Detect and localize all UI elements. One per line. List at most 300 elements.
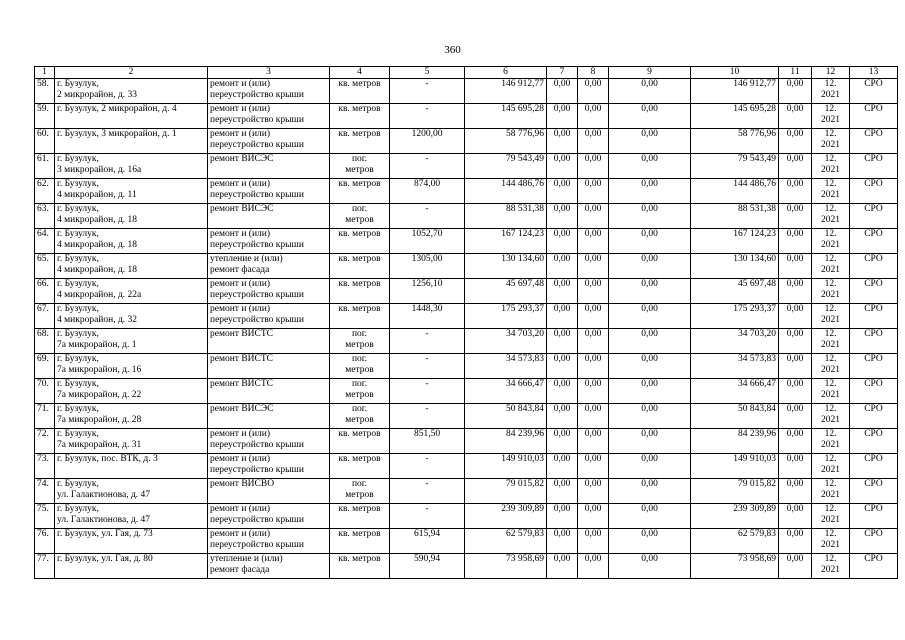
address-cell bbox=[55, 504, 208, 529]
unit-cell-line: кв. метров bbox=[338, 254, 381, 264]
address-cell-line: 2 микрорайон, д. 33 bbox=[57, 90, 138, 100]
unit-cell-line: кв. метров bbox=[338, 429, 381, 439]
completion-date-cell bbox=[812, 129, 850, 154]
completion-month: 12. bbox=[824, 479, 837, 489]
total-cost-cell: 45 697,48 bbox=[691, 279, 779, 304]
unit-cell-line: метров bbox=[345, 415, 374, 425]
completion-date-cell bbox=[812, 454, 850, 479]
value-cell-7: 0,00 bbox=[547, 104, 578, 129]
area-cell: - bbox=[390, 329, 465, 354]
work-type-cell-line: ремонт ВИСТС bbox=[210, 354, 274, 364]
value-cell-7: 0,00 bbox=[547, 354, 578, 379]
row-number: 74. bbox=[35, 479, 55, 504]
table-row bbox=[35, 329, 898, 354]
row-number: 58. bbox=[35, 79, 55, 104]
value-cell-7: 0,00 bbox=[547, 79, 578, 104]
unit-cell bbox=[330, 329, 390, 354]
value-cell-8: 0,00 bbox=[578, 204, 609, 229]
completion-date-cell bbox=[812, 254, 850, 279]
work-type-cell bbox=[208, 179, 330, 204]
work-type-cell bbox=[208, 154, 330, 179]
completion-year: 2021 bbox=[821, 515, 840, 525]
completion-date-cell bbox=[812, 529, 850, 554]
work-type-cell-line: ремонт и (или) bbox=[210, 129, 271, 139]
completion-date-cell bbox=[812, 79, 850, 104]
row-number: 75. bbox=[35, 504, 55, 529]
unit-cell-line: кв. метров bbox=[338, 129, 381, 139]
method-cell: СРО bbox=[850, 304, 898, 329]
completion-year: 2021 bbox=[821, 465, 840, 475]
work-type-cell bbox=[208, 454, 330, 479]
table-row bbox=[35, 104, 898, 129]
work-type-cell-line: ремонт и (или) bbox=[210, 279, 271, 289]
address-cell bbox=[55, 104, 208, 129]
value-cell-9: 0,00 bbox=[609, 429, 691, 454]
work-type-cell-line: ремонт фасада bbox=[210, 265, 270, 275]
value-cell-11: 0,00 bbox=[779, 179, 812, 204]
total-cost-cell: 84 239,96 bbox=[691, 429, 779, 454]
value-cell-7: 0,00 bbox=[547, 429, 578, 454]
work-type-cell-line: переустройство крыши bbox=[210, 140, 304, 150]
value-cell-7: 0,00 bbox=[547, 404, 578, 429]
completion-date-cell bbox=[812, 479, 850, 504]
area-cell: - bbox=[390, 104, 465, 129]
unit-cell bbox=[330, 504, 390, 529]
value-cell-9: 0,00 bbox=[609, 479, 691, 504]
area-cell: 851,50 bbox=[390, 429, 465, 454]
address-cell bbox=[55, 454, 208, 479]
work-type-cell bbox=[208, 104, 330, 129]
completion-year: 2021 bbox=[821, 390, 840, 400]
method-cell: СРО bbox=[850, 429, 898, 454]
method-cell: СРО bbox=[850, 229, 898, 254]
table-row bbox=[35, 279, 898, 304]
row-number: 70. bbox=[35, 379, 55, 404]
completion-year: 2021 bbox=[821, 140, 840, 150]
repair-schedule-table bbox=[34, 66, 898, 579]
table-row bbox=[35, 179, 898, 204]
value-cell-9: 0,00 bbox=[609, 129, 691, 154]
address-cell bbox=[55, 529, 208, 554]
cost-cell: 34 703,20 bbox=[465, 329, 547, 354]
work-type-cell-line: переустройство крыши bbox=[210, 190, 304, 200]
address-cell-line: ул. Галактионова, д. 47 bbox=[57, 490, 151, 500]
column-header: 5 bbox=[390, 67, 465, 79]
work-type-cell bbox=[208, 404, 330, 429]
value-cell-9: 0,00 bbox=[609, 254, 691, 279]
completion-month: 12. bbox=[824, 329, 837, 339]
row-number: 66. bbox=[35, 279, 55, 304]
value-cell-9: 0,00 bbox=[609, 404, 691, 429]
completion-year: 2021 bbox=[821, 190, 840, 200]
completion-month: 12. bbox=[824, 554, 837, 564]
address-cell-line: г. Бузулук, bbox=[57, 179, 99, 189]
cost-cell: 45 697,48 bbox=[465, 279, 547, 304]
table-row bbox=[35, 129, 898, 154]
value-cell-11: 0,00 bbox=[779, 554, 812, 579]
value-cell-8: 0,00 bbox=[578, 454, 609, 479]
work-type-cell-line: ремонт ВИСТС bbox=[210, 329, 274, 339]
work-type-cell-line: переустройство крыши bbox=[210, 240, 304, 250]
table-row bbox=[35, 504, 898, 529]
table-row bbox=[35, 429, 898, 454]
address-cell-line: г. Бузулук, bbox=[57, 379, 99, 389]
work-type-cell bbox=[208, 429, 330, 454]
value-cell-11: 0,00 bbox=[779, 104, 812, 129]
address-cell-line: ул. Галактионова, д. 47 bbox=[57, 515, 151, 525]
address-cell-line: 3 микрорайон, д. 16а bbox=[57, 165, 142, 175]
unit-cell bbox=[330, 104, 390, 129]
work-type-cell bbox=[208, 529, 330, 554]
column-header: 8 bbox=[578, 67, 609, 79]
row-number: 72. bbox=[35, 429, 55, 454]
area-cell: 1305,00 bbox=[390, 254, 465, 279]
work-type-cell-line: ремонт и (или) bbox=[210, 229, 271, 239]
unit-cell-line: кв. метров bbox=[338, 279, 381, 289]
value-cell-7: 0,00 bbox=[547, 204, 578, 229]
work-type-cell bbox=[208, 79, 330, 104]
value-cell-7: 0,00 bbox=[547, 179, 578, 204]
value-cell-8: 0,00 bbox=[578, 529, 609, 554]
area-cell: - bbox=[390, 504, 465, 529]
unit-cell-line: пог. bbox=[351, 479, 368, 489]
address-cell-line: г. Бузулук, bbox=[57, 279, 99, 289]
work-type-cell-line: переустройство крыши bbox=[210, 540, 304, 550]
unit-cell-line: пог. bbox=[351, 354, 368, 364]
completion-year: 2021 bbox=[821, 365, 840, 375]
address-cell-line: 7а микрорайон, д. 31 bbox=[57, 440, 142, 450]
work-type-cell-line: утепление и (или) bbox=[210, 554, 283, 564]
value-cell-8: 0,00 bbox=[578, 304, 609, 329]
row-number: 62. bbox=[35, 179, 55, 204]
address-cell-line: г. Бузулук, bbox=[57, 329, 99, 339]
work-type-cell-line: переустройство крыши bbox=[210, 115, 304, 125]
work-type-cell bbox=[208, 204, 330, 229]
column-header: 11 bbox=[779, 67, 812, 79]
address-cell bbox=[55, 279, 208, 304]
value-cell-7: 0,00 bbox=[547, 529, 578, 554]
cost-cell: 239 309,89 bbox=[465, 504, 547, 529]
value-cell-8: 0,00 bbox=[578, 554, 609, 579]
value-cell-7: 0,00 bbox=[547, 504, 578, 529]
column-number-header-row bbox=[35, 67, 898, 79]
value-cell-8: 0,00 bbox=[578, 429, 609, 454]
row-number: 71. bbox=[35, 404, 55, 429]
unit-cell-line: метров bbox=[345, 340, 374, 350]
cost-cell: 146 912,77 bbox=[465, 79, 547, 104]
unit-cell bbox=[330, 429, 390, 454]
address-cell-line: г. Бузулук, bbox=[57, 254, 99, 264]
completion-month: 12. bbox=[824, 254, 837, 264]
value-cell-8: 0,00 bbox=[578, 479, 609, 504]
completion-year: 2021 bbox=[821, 90, 840, 100]
completion-year: 2021 bbox=[821, 340, 840, 350]
method-cell: СРО bbox=[850, 529, 898, 554]
completion-month: 12. bbox=[824, 354, 837, 364]
cost-cell: 79 543,49 bbox=[465, 154, 547, 179]
unit-cell-line: метров bbox=[345, 390, 374, 400]
work-type-cell bbox=[208, 479, 330, 504]
work-type-cell bbox=[208, 254, 330, 279]
column-header: 4 bbox=[330, 67, 390, 79]
value-cell-9: 0,00 bbox=[609, 79, 691, 104]
address-cell-line: г. Бузулук, bbox=[57, 154, 99, 164]
value-cell-9: 0,00 bbox=[609, 554, 691, 579]
unit-cell bbox=[330, 354, 390, 379]
completion-year: 2021 bbox=[821, 240, 840, 250]
row-number: 76. bbox=[35, 529, 55, 554]
value-cell-11: 0,00 bbox=[779, 404, 812, 429]
table-row bbox=[35, 479, 898, 504]
cost-cell: 175 293,37 bbox=[465, 304, 547, 329]
work-type-cell bbox=[208, 379, 330, 404]
value-cell-7: 0,00 bbox=[547, 129, 578, 154]
unit-cell-line: кв. метров bbox=[338, 104, 381, 114]
value-cell-9: 0,00 bbox=[609, 354, 691, 379]
completion-year: 2021 bbox=[821, 440, 840, 450]
completion-date-cell bbox=[812, 229, 850, 254]
method-cell: СРО bbox=[850, 104, 898, 129]
table-row bbox=[35, 554, 898, 579]
column-header: 12 bbox=[812, 67, 850, 79]
value-cell-8: 0,00 bbox=[578, 229, 609, 254]
row-number: 73. bbox=[35, 454, 55, 479]
value-cell-7: 0,00 bbox=[547, 479, 578, 504]
column-header: 9 bbox=[609, 67, 691, 79]
work-type-cell-line: утепление и (или) bbox=[210, 254, 283, 264]
total-cost-cell: 34 573,83 bbox=[691, 354, 779, 379]
unit-cell-line: кв. метров bbox=[338, 79, 381, 89]
address-cell-line: 7а микрорайон, д. 1 bbox=[57, 340, 137, 350]
value-cell-8: 0,00 bbox=[578, 329, 609, 354]
row-number: 67. bbox=[35, 304, 55, 329]
unit-cell bbox=[330, 79, 390, 104]
value-cell-11: 0,00 bbox=[779, 304, 812, 329]
completion-year: 2021 bbox=[821, 165, 840, 175]
table-row bbox=[35, 79, 898, 104]
row-number: 60. bbox=[35, 129, 55, 154]
value-cell-8: 0,00 bbox=[578, 79, 609, 104]
total-cost-cell: 130 134,60 bbox=[691, 254, 779, 279]
work-type-cell-line: переустройство крыши bbox=[210, 290, 304, 300]
unit-cell-line: пог. bbox=[351, 204, 368, 214]
unit-cell-line: метров bbox=[345, 490, 374, 500]
work-type-cell-line: ремонт ВИСТС bbox=[210, 379, 274, 389]
total-cost-cell: 79 015,82 bbox=[691, 479, 779, 504]
work-type-cell-line: ремонт ВИСЭС bbox=[210, 154, 274, 164]
unit-cell bbox=[330, 129, 390, 154]
completion-year: 2021 bbox=[821, 290, 840, 300]
completion-date-cell bbox=[812, 154, 850, 179]
value-cell-9: 0,00 bbox=[609, 329, 691, 354]
area-cell: 1052,70 bbox=[390, 229, 465, 254]
completion-date-cell bbox=[812, 404, 850, 429]
address-cell bbox=[55, 329, 208, 354]
table-body bbox=[35, 79, 898, 579]
work-type-cell-line: ремонт ВИСЭС bbox=[210, 204, 274, 214]
area-cell: - bbox=[390, 379, 465, 404]
value-cell-9: 0,00 bbox=[609, 379, 691, 404]
value-cell-11: 0,00 bbox=[779, 229, 812, 254]
completion-month: 12. bbox=[824, 279, 837, 289]
total-cost-cell: 239 309,89 bbox=[691, 504, 779, 529]
method-cell: СРО bbox=[850, 154, 898, 179]
value-cell-9: 0,00 bbox=[609, 304, 691, 329]
address-cell-line: г. Бузулук, bbox=[57, 504, 99, 514]
row-number: 65. bbox=[35, 254, 55, 279]
address-cell-line: г. Бузулук, bbox=[57, 204, 99, 214]
address-cell-line: 7а микрорайон, д. 22 bbox=[57, 390, 142, 400]
unit-cell-line: метров bbox=[345, 215, 374, 225]
work-type-cell bbox=[208, 554, 330, 579]
total-cost-cell: 175 293,37 bbox=[691, 304, 779, 329]
method-cell: СРО bbox=[850, 279, 898, 304]
completion-month: 12. bbox=[824, 229, 837, 239]
address-cell-line: 4 микрорайон, д. 18 bbox=[57, 215, 138, 225]
value-cell-11: 0,00 bbox=[779, 479, 812, 504]
cost-cell: 84 239,96 bbox=[465, 429, 547, 454]
completion-date-cell bbox=[812, 554, 850, 579]
address-cell-line: 4 микрорайон, д. 18 bbox=[57, 240, 138, 250]
value-cell-8: 0,00 bbox=[578, 104, 609, 129]
completion-month: 12. bbox=[824, 429, 837, 439]
unit-cell-line: кв. метров bbox=[338, 179, 381, 189]
unit-cell-line: кв. метров bbox=[338, 529, 381, 539]
table-row bbox=[35, 229, 898, 254]
total-cost-cell: 62 579,83 bbox=[691, 529, 779, 554]
row-number: 59. bbox=[35, 104, 55, 129]
value-cell-11: 0,00 bbox=[779, 454, 812, 479]
area-cell: - bbox=[390, 204, 465, 229]
area-cell: - bbox=[390, 79, 465, 104]
value-cell-8: 0,00 bbox=[578, 179, 609, 204]
address-cell-line: г. Бузулук, bbox=[57, 354, 99, 364]
value-cell-8: 0,00 bbox=[578, 404, 609, 429]
address-cell-line: 4 микрорайон, д. 32 bbox=[57, 315, 138, 325]
work-type-cell-line: ремонт ВИСВО bbox=[210, 479, 275, 489]
value-cell-7: 0,00 bbox=[547, 154, 578, 179]
total-cost-cell: 88 531,38 bbox=[691, 204, 779, 229]
unit-cell bbox=[330, 279, 390, 304]
value-cell-7: 0,00 bbox=[547, 454, 578, 479]
value-cell-8: 0,00 bbox=[578, 154, 609, 179]
method-cell: СРО bbox=[850, 554, 898, 579]
completion-date-cell bbox=[812, 379, 850, 404]
address-cell-line: г. Бузулук, пос. ВТК, д. 3 bbox=[57, 454, 158, 464]
completion-year: 2021 bbox=[821, 415, 840, 425]
completion-date-cell bbox=[812, 204, 850, 229]
address-cell bbox=[55, 554, 208, 579]
value-cell-9: 0,00 bbox=[609, 529, 691, 554]
value-cell-11: 0,00 bbox=[779, 429, 812, 454]
unit-cell-line: метров bbox=[345, 365, 374, 375]
table-row bbox=[35, 154, 898, 179]
work-type-cell-line: ремонт и (или) bbox=[210, 429, 271, 439]
address-cell bbox=[55, 379, 208, 404]
completion-month: 12. bbox=[824, 204, 837, 214]
completion-date-cell bbox=[812, 429, 850, 454]
work-type-cell bbox=[208, 329, 330, 354]
completion-year: 2021 bbox=[821, 540, 840, 550]
area-cell: - bbox=[390, 354, 465, 379]
table-row bbox=[35, 454, 898, 479]
address-cell bbox=[55, 154, 208, 179]
method-cell: СРО bbox=[850, 454, 898, 479]
value-cell-11: 0,00 bbox=[779, 79, 812, 104]
address-cell-line: г. Бузулук, bbox=[57, 304, 99, 314]
completion-date-cell bbox=[812, 354, 850, 379]
work-type-cell-line: ремонт и (или) bbox=[210, 104, 271, 114]
value-cell-8: 0,00 bbox=[578, 354, 609, 379]
work-type-cell-line: ремонт фасада bbox=[210, 565, 270, 575]
address-cell-line: 4 микрорайон, д. 11 bbox=[57, 190, 137, 200]
unit-cell bbox=[330, 479, 390, 504]
work-type-cell bbox=[208, 354, 330, 379]
row-number: 63. bbox=[35, 204, 55, 229]
table-row bbox=[35, 529, 898, 554]
method-cell: СРО bbox=[850, 329, 898, 354]
unit-cell bbox=[330, 179, 390, 204]
cost-cell: 34 666,47 bbox=[465, 379, 547, 404]
work-type-cell-line: переустройство крыши bbox=[210, 515, 304, 525]
total-cost-cell: 149 910,03 bbox=[691, 454, 779, 479]
completion-month: 12. bbox=[824, 404, 837, 414]
area-cell: 1448,30 bbox=[390, 304, 465, 329]
address-cell-line: г. Бузулук, ул. Гая, д. 73 bbox=[57, 529, 153, 539]
completion-month: 12. bbox=[824, 529, 837, 539]
value-cell-9: 0,00 bbox=[609, 104, 691, 129]
unit-cell bbox=[330, 554, 390, 579]
value-cell-11: 0,00 bbox=[779, 204, 812, 229]
value-cell-7: 0,00 bbox=[547, 254, 578, 279]
total-cost-cell: 34 666,47 bbox=[691, 379, 779, 404]
completion-year: 2021 bbox=[821, 315, 840, 325]
value-cell-9: 0,00 bbox=[609, 279, 691, 304]
cost-cell: 130 134,60 bbox=[465, 254, 547, 279]
address-cell bbox=[55, 129, 208, 154]
completion-month: 12. bbox=[824, 504, 837, 514]
work-type-cell bbox=[208, 279, 330, 304]
area-cell: 1256,10 bbox=[390, 279, 465, 304]
total-cost-cell: 58 776,96 bbox=[691, 129, 779, 154]
completion-month: 12. bbox=[824, 454, 837, 464]
address-cell-line: 7а микрорайон, д. 16 bbox=[57, 365, 142, 375]
method-cell: СРО bbox=[850, 379, 898, 404]
area-cell: 590,94 bbox=[390, 554, 465, 579]
address-cell-line: 4 микрорайон, д. 18 bbox=[57, 265, 138, 275]
value-cell-9: 0,00 bbox=[609, 204, 691, 229]
address-cell bbox=[55, 254, 208, 279]
area-cell: 615,94 bbox=[390, 529, 465, 554]
work-type-cell-line: переустройство крыши bbox=[210, 440, 304, 450]
area-cell: - bbox=[390, 454, 465, 479]
completion-year: 2021 bbox=[821, 265, 840, 275]
address-cell bbox=[55, 204, 208, 229]
cost-cell: 34 573,83 bbox=[465, 354, 547, 379]
unit-cell-line: пог. bbox=[351, 404, 368, 414]
unit-cell bbox=[330, 204, 390, 229]
address-cell-line: г. Бузулук, bbox=[57, 79, 99, 89]
column-header: 13 bbox=[850, 67, 898, 79]
unit-cell bbox=[330, 229, 390, 254]
work-type-cell-line: переустройство крыши bbox=[210, 315, 304, 325]
unit-cell-line: кв. метров bbox=[338, 554, 381, 564]
total-cost-cell: 50 843,84 bbox=[691, 404, 779, 429]
value-cell-7: 0,00 bbox=[547, 229, 578, 254]
cost-cell: 167 124,23 bbox=[465, 229, 547, 254]
completion-month: 12. bbox=[824, 304, 837, 314]
total-cost-cell: 146 912,77 bbox=[691, 79, 779, 104]
